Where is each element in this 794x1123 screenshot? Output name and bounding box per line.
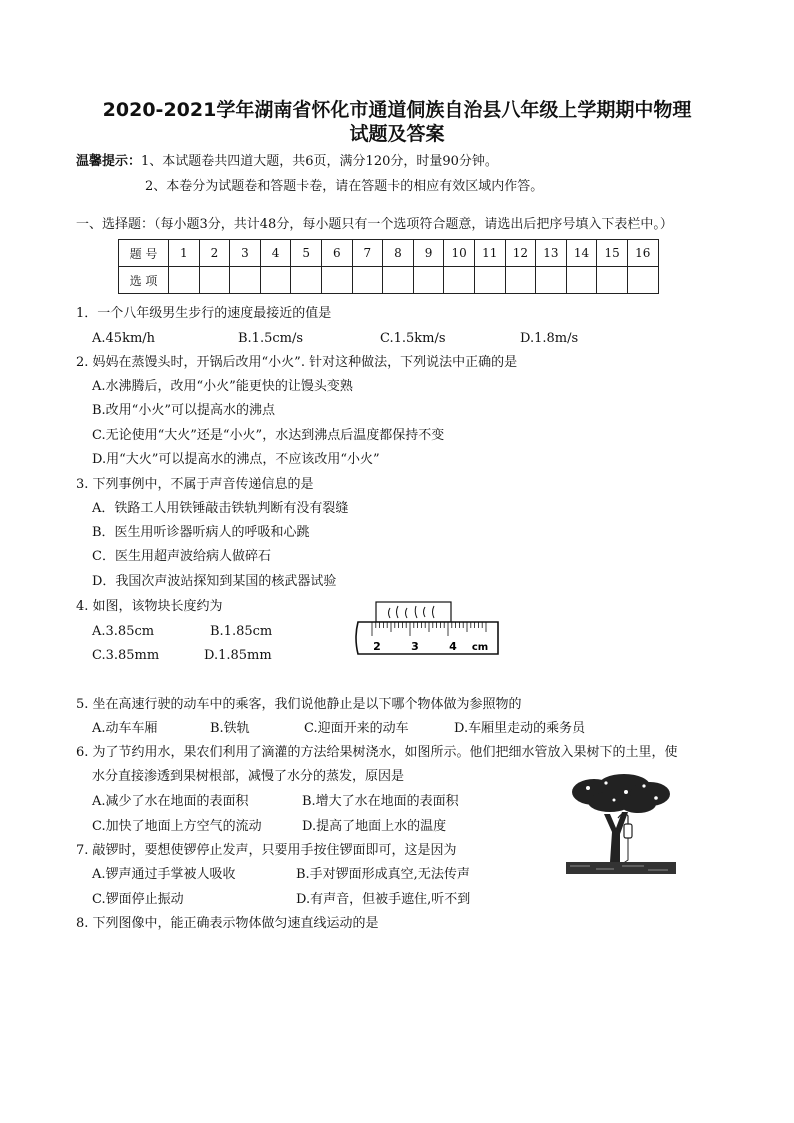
notice-label: 温馨提示： [76,154,142,169]
q2-stem: 2. 妈妈在蒸馒头时，开锅后改用“小火”. 针对这种做法，下列说法中正确的是 [76,355,518,370]
answer-cell[interactable] [321,267,352,294]
q3-option-c: C．医生用超声波给病人做碎石 [92,549,271,564]
notice [76,153,498,171]
answer-cell[interactable] [383,267,414,294]
q7-option-d: D.有声音，但被手遮住,听不到 [296,892,471,907]
q1-option-a: A.45km/h [92,331,156,346]
q2-option-b: B.改用“小火”可以提高水的沸点 [92,403,275,418]
table-cell: 9 [413,240,444,267]
q8-stem: 8. 下列图像中，能正确表示物体做匀速直线运动的是 [76,916,379,931]
measured-block [376,602,451,622]
answer-cell[interactable] [413,267,444,294]
answer-cell[interactable] [199,267,230,294]
q1-option-d: D.1.8m/s [520,331,579,346]
q6-option-c: C.加快了地面上方空气的流动 [92,819,262,834]
answer-table-number-row [119,240,659,267]
water-bag [624,824,632,838]
q6-stem: 6. 为了节约用水，果农们利用了滴灌的方法给果树浇水，如图所示。他们把细水管放入果树下的土里，使 [76,745,678,760]
answer-cell[interactable] [169,267,200,294]
tree-canopy [572,774,670,813]
q5-stem: 5. 坐在高速行驶的动车中的乘客，我们说他静止是以下哪个物体做为参照物的 [76,697,522,712]
q2-option-d: D.用“大火”可以提高水的沸点，不应该改用“小火” [92,452,380,467]
q6-stem-line2: 水分直接渗透到果树根部，减慢了水分的蒸发，原因是 [92,769,405,784]
q3-option-a: A．铁路工人用铁锤敲击铁轨判断有没有裂缝 [92,501,349,516]
table-cell: 3 [230,240,261,267]
table-cell: 14 [566,240,597,267]
q6-option-b: B.增大了水在地面的表面积 [302,794,459,809]
row-header-option: 选 项 [119,267,169,294]
answer-cell[interactable] [536,267,567,294]
answer-cell[interactable] [505,267,536,294]
drip-line [622,838,628,864]
table-cell: 15 [597,240,628,267]
table-cell: 7 [352,240,383,267]
notice-item-2: 2、本卷分为试题卷和答题卡卷，请在答题卡的相应有效区域内作答。 [145,179,544,194]
q4-stem: 4. 如图，该物块长度约为 [76,599,223,614]
q6-option-d: D.提高了地面上水的温度 [302,819,447,834]
row-header-number: 题 号 [119,240,169,267]
table-cell: 4 [260,240,291,267]
q7-stem: 7. 敲锣时，要想使锣停止发声，只要用手按住锣面即可，这是因为 [76,843,457,858]
ruler-label-4: 4 [449,640,457,653]
ruler-label-2: 2 [373,640,381,653]
q4-option-a: A.3.85cm [92,624,155,639]
table-cell: 6 [321,240,352,267]
q5-option-a: A.动车车厢 [92,721,158,736]
q1-option-b: B.1.5cm/s [238,331,304,346]
drip-irrigation-figure [566,774,676,874]
q1-option-c: C.1.5km/s [380,331,446,346]
q4-option-d: D.1.85mm [204,648,272,663]
section-heading: 一、选择题：（每小题3分，共计48分，每小题只有一个选项符合题意，请选出后把序号填入下表栏中。） [76,217,673,232]
q3-option-b: B．医生用听诊器听病人的呼吸和心跳 [92,525,310,540]
q7-option-b: B.手对锣面形成真空,无法传声 [296,867,470,882]
q7-option-a: A.锣声通过手掌被人吸收 [92,867,236,882]
q6-option-a: A.减少了水在地面的表面积 [92,794,249,809]
soil [566,862,676,874]
q2-option-c: C.无论使用“大火”还是“小火”，水达到沸点后温度都保持不变 [92,428,445,443]
answer-cell[interactable] [352,267,383,294]
notice-item-1: 1、本试题卷共四道大题，共6页，满分120分，时量90分钟。 [141,154,498,169]
ruler-label-3: 3 [411,640,419,653]
answer-table-option-row [119,267,659,294]
table-cell: 13 [536,240,567,267]
table-cell: 5 [291,240,322,267]
answer-cell[interactable] [566,267,597,294]
exam-title: 2020-2021学年湖南省怀化市通道侗族自治县八年级上学期期中物理 [102,99,692,121]
table-cell: 10 [444,240,475,267]
answer-cell[interactable] [444,267,475,294]
ruler-figure [352,600,502,658]
answer-cell[interactable] [474,267,505,294]
table-cell: 12 [505,240,536,267]
q3-option-d: D．我国次声波站探知到某国的核武器试验 [92,574,337,589]
table-cell: 1 [169,240,200,267]
answer-cell[interactable] [260,267,291,294]
answer-cell[interactable] [230,267,261,294]
q5-option-c: C.迎面开来的动车 [304,721,409,736]
q4-option-b: B.1.85cm [210,624,273,639]
answer-table [118,239,659,294]
answer-cell[interactable] [291,267,322,294]
table-cell: 16 [627,240,658,267]
exam-title-line2: 试题及答案 [349,123,445,145]
q1-stem: 1．一个八年级男生步行的速度最接近的值是 [76,306,332,321]
answer-cell[interactable] [627,267,658,294]
q7-option-c: C.锣面停止振动 [92,892,184,907]
table-cell: 11 [474,240,505,267]
q2-option-a: A.水沸腾后，改用“小火”能更快的让馒头变熟 [92,379,353,394]
ruler-unit-label: cm [471,642,489,653]
answer-cell[interactable] [597,267,628,294]
q5-option-b: B.铁轨 [210,721,250,736]
table-cell: 2 [199,240,230,267]
q5-option-d: D.车厢里走动的乘务员 [454,721,586,736]
q4-option-c: C.3.85mm [92,648,160,663]
q3-stem: 3. 下列事例中，不属于声音传递信息的是 [76,477,314,492]
table-cell: 8 [383,240,414,267]
